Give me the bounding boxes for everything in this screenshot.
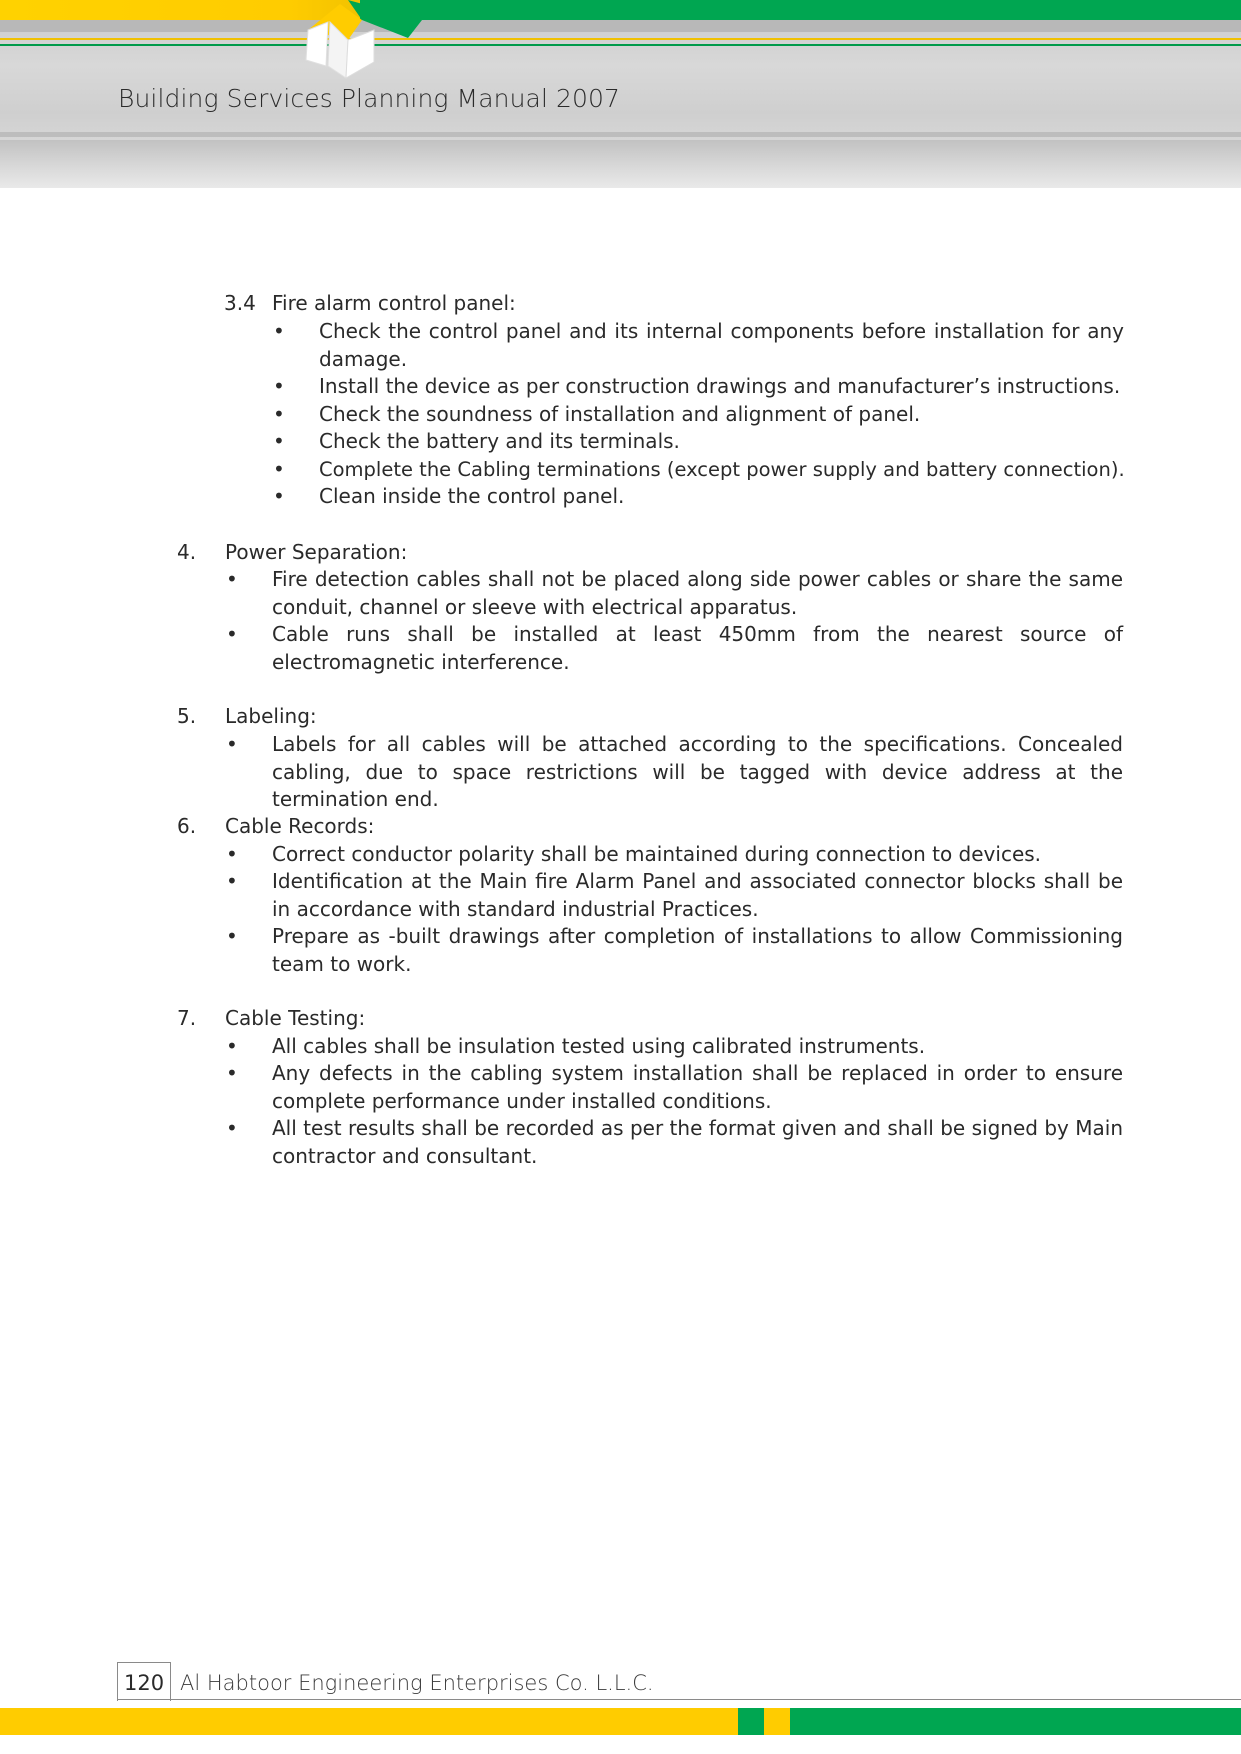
bullet-icon: • — [273, 457, 285, 481]
bullet-icon: • — [273, 374, 285, 398]
bullet-icon: • — [273, 484, 285, 508]
list-item: All cables shall be insulation tested using calibrated instruments. — [272, 1034, 926, 1058]
header-yellow-rule — [0, 38, 1241, 40]
footer-company-name: Al Habtoor Engineering Enterprises Co. L.L.C. — [180, 1671, 654, 1695]
bullet-icon: • — [273, 402, 285, 426]
bullet-icon: • — [226, 924, 238, 948]
list-item: Check the soundness of installation and alignment of panel. — [319, 402, 921, 426]
document-title: Building Services Planning Manual 2007 — [118, 84, 621, 113]
company-logo-icon — [300, 0, 430, 80]
section-heading: Fire alarm control panel: — [272, 291, 516, 315]
header-gray-strip — [0, 20, 1241, 32]
footer-yellow-block — [764, 1708, 790, 1735]
bullet-icon: • — [273, 319, 285, 343]
bullet-icon: • — [273, 429, 285, 453]
section-number: 7. — [177, 1006, 197, 1030]
page-number: 120 — [124, 1671, 165, 1695]
bullet-icon: • — [226, 842, 238, 866]
page-header-band — [0, 0, 1241, 188]
bullet-icon: • — [226, 1034, 238, 1058]
header-shade — [0, 140, 1241, 188]
list-item: Cable runs shall be installed at least 450mm from the nearest source of electromagnetic interference. — [272, 622, 1123, 674]
list-item: Check the battery and its terminals. — [319, 429, 680, 453]
list-item: Any defects in the cabling system installation shall be replaced in order to ensure complete performance under installed conditions. — [272, 1061, 1123, 1113]
section-heading: Cable Records: — [225, 814, 375, 838]
footer-green-band — [790, 1708, 1241, 1735]
bullet-icon: • — [226, 567, 238, 591]
list-item: Check the control panel and its internal components before installation for any damage. — [319, 319, 1124, 371]
list-item: Identification at the Main fire Alarm Panel and associated connector blocks shall be in accordance with standard industrial Practices. — [272, 869, 1123, 921]
section-number: 5. — [177, 704, 197, 728]
footer-rule — [117, 1699, 1241, 1700]
list-item: Prepare as -built drawings after completion of installations to allow Commissioning team to work. — [272, 924, 1123, 976]
bullet-icon: • — [226, 1061, 238, 1085]
section-number: 6. — [177, 814, 197, 838]
list-item: Complete the Cabling terminations (except power supply and battery connection). — [319, 458, 1125, 481]
section-heading: Cable Testing: — [225, 1006, 366, 1030]
header-divider — [0, 132, 1241, 137]
list-item: Clean inside the control panel. — [319, 484, 625, 508]
list-item: Install the device as per construction drawings and manufacturer’s instructions. — [319, 374, 1121, 398]
bullet-icon: • — [226, 869, 238, 893]
header-green-rule — [0, 44, 1241, 46]
list-item: All test results shall be recorded as per the format given and shall be signed by Main contractor and consultant. — [272, 1116, 1123, 1168]
footer-yellow-band — [0, 1708, 738, 1735]
section-number: 3.4 — [224, 291, 256, 315]
section-number: 4. — [177, 540, 197, 564]
list-item: Correct conductor polarity shall be maintained during connection to devices. — [272, 842, 1042, 866]
footer-green-block — [738, 1708, 764, 1735]
bullet-icon: • — [226, 732, 238, 756]
bullet-icon: • — [226, 1116, 238, 1140]
section-heading: Power Separation: — [225, 540, 408, 564]
section-heading: Labeling: — [225, 704, 317, 728]
list-item: Fire detection cables shall not be placed along side power cables or share the same conduit, channel or sleeve with electrical apparatus. — [272, 567, 1123, 619]
bullet-icon: • — [226, 622, 238, 646]
list-item: Labels for all cables will be attached according to the specifications. Concealed cabling, due to space restrictions will be tagged with device address at the termination end. — [272, 732, 1123, 811]
header-green-stripe — [360, 0, 1241, 20]
